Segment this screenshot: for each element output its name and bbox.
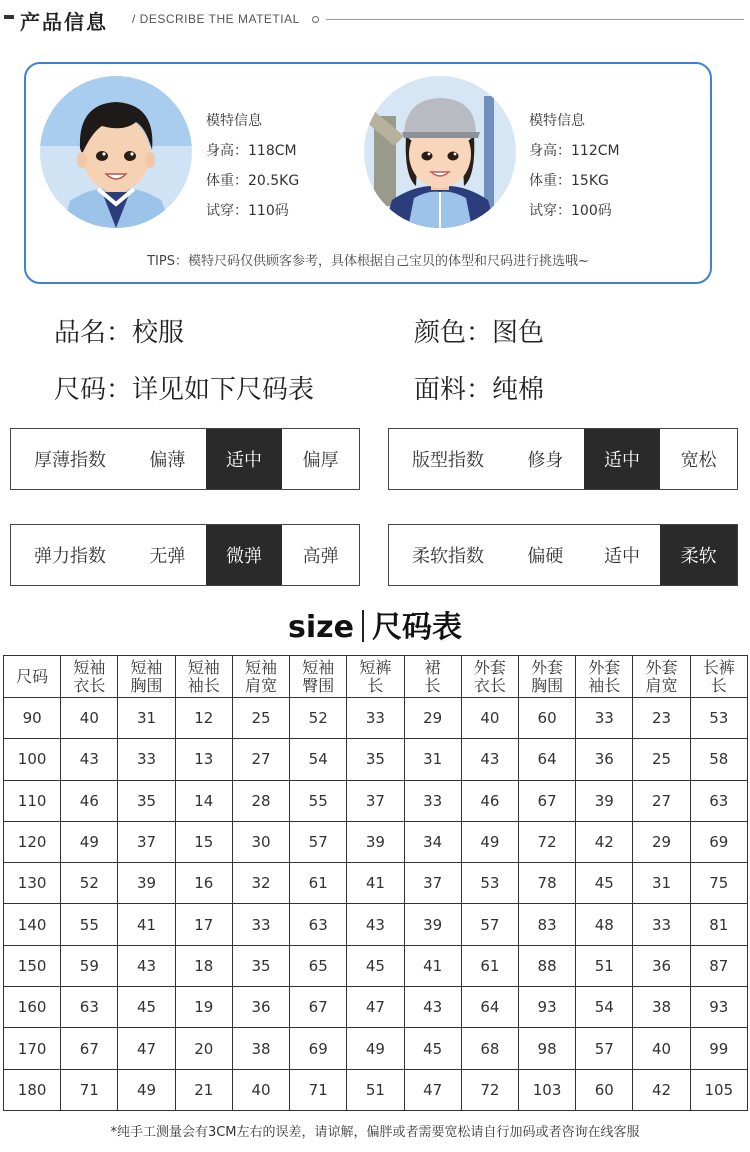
table-row [4, 821, 748, 862]
header-line: 裙 [424, 657, 441, 677]
header-line: 外套 [473, 657, 506, 677]
product-fabric: 面料：纯棉 [414, 375, 545, 405]
table-header-cell [633, 656, 690, 698]
model-height: 身高：112CM [529, 143, 620, 159]
measurement-cell: 59 [61, 945, 118, 986]
measurement-cell: 15 [175, 821, 232, 862]
measurement-cell: 47 [118, 1028, 175, 1069]
measurement-cell: 53 [461, 863, 518, 904]
measurement-cell: 63 [61, 987, 118, 1028]
measurement-cell: 33 [118, 739, 175, 780]
header-line: 衣长 [473, 675, 506, 695]
header-line: 短袖 [187, 657, 220, 677]
table-row [4, 904, 748, 945]
model-photo-boy [40, 76, 192, 228]
measurement-cell: 71 [61, 1069, 118, 1110]
table-header-cell [404, 656, 461, 698]
measurement-cell: 41 [347, 863, 404, 904]
measurement-cell: 45 [576, 863, 633, 904]
measurement-cell: 23 [633, 698, 690, 739]
measurement-cell: 67 [290, 987, 347, 1028]
measurement-cell: 27 [633, 780, 690, 821]
size-cell: 160 [4, 987, 61, 1028]
measurement-cell: 36 [232, 987, 289, 1028]
header-line: 外套 [645, 657, 678, 677]
header-line: 外套 [531, 657, 564, 677]
header-line: 短袖 [244, 657, 277, 677]
measurement-cell: 64 [518, 739, 575, 780]
measurement-cell: 68 [461, 1028, 518, 1069]
measurement-cell: 31 [404, 739, 461, 780]
measurement-cell: 20 [175, 1028, 232, 1069]
table-header-cell [461, 656, 518, 698]
section-header [0, 6, 750, 36]
measurement-cell: 64 [461, 987, 518, 1028]
index-option: 偏硬 [527, 546, 564, 567]
product-color: 颜色：图色 [414, 318, 545, 348]
measurement-cell: 37 [347, 780, 404, 821]
table-header-cell [4, 656, 61, 698]
header-line: 外套 [588, 657, 621, 677]
measurement-cell: 39 [347, 821, 404, 862]
measurement-cell: 39 [576, 780, 633, 821]
model-tryon-size: 试穿：100码 [529, 203, 612, 219]
measurement-cell: 78 [518, 863, 575, 904]
measurement-cell: 49 [61, 821, 118, 862]
table-row [4, 987, 748, 1028]
measurement-cell: 43 [404, 987, 461, 1028]
model-height: 身高：118CM [206, 143, 297, 159]
table-header-cell [690, 656, 747, 698]
measurement-cell: 88 [518, 945, 575, 986]
table-header-cell [347, 656, 404, 698]
elasticity-index [10, 524, 360, 586]
header-line: 长 [367, 675, 384, 695]
header-line: 尺码 [16, 666, 49, 686]
table-header-cell [290, 656, 347, 698]
measurement-cell: 65 [290, 945, 347, 986]
table-row [4, 739, 748, 780]
header-line: 短袖 [302, 657, 335, 677]
size-cell: 130 [4, 863, 61, 904]
fit-index [388, 428, 738, 490]
measurement-cell: 93 [690, 987, 747, 1028]
measurement-cell: 72 [518, 821, 575, 862]
index-option: 无弹 [149, 546, 186, 567]
measurement-cell: 40 [61, 698, 118, 739]
measurement-cell: 49 [347, 1028, 404, 1069]
index-option: 微弹 [206, 525, 283, 585]
measurement-cell: 46 [461, 780, 518, 821]
model-tryon-size: 试穿：110码 [206, 203, 289, 219]
measurement-cell: 39 [404, 904, 461, 945]
measurement-cell: 69 [690, 821, 747, 862]
measurement-cell: 75 [690, 863, 747, 904]
measurement-cell: 69 [290, 1028, 347, 1069]
measurement-cell: 57 [290, 821, 347, 862]
measurement-cell: 35 [118, 780, 175, 821]
header-line: 臀围 [302, 675, 335, 695]
measurement-cell: 53 [690, 698, 747, 739]
measurement-cell: 33 [232, 904, 289, 945]
measurement-cell: 13 [175, 739, 232, 780]
measurement-cell: 98 [518, 1028, 575, 1069]
table-header-row [4, 656, 748, 698]
measurement-cell: 16 [175, 863, 232, 904]
measurement-cell: 54 [290, 739, 347, 780]
measurement-cell: 33 [347, 698, 404, 739]
index-option: 偏薄 [149, 450, 186, 471]
table-row [4, 1069, 748, 1110]
measurement-cell: 42 [633, 1069, 690, 1110]
measurement-cell: 58 [690, 739, 747, 780]
measurement-cell: 99 [690, 1028, 747, 1069]
measurement-cell: 41 [404, 945, 461, 986]
model-info-heading: 模特信息 [206, 113, 262, 129]
measurement-cell: 40 [633, 1028, 690, 1069]
measurement-cell: 37 [404, 863, 461, 904]
measurement-cell: 36 [633, 945, 690, 986]
table-header-cell [518, 656, 575, 698]
table-row [4, 1028, 748, 1069]
measurement-cell: 40 [461, 698, 518, 739]
measurement-cell: 34 [404, 821, 461, 862]
measurement-cell: 42 [576, 821, 633, 862]
header-line: 胸围 [130, 675, 163, 695]
size-cell: 100 [4, 739, 61, 780]
header-line: 长 [710, 675, 727, 695]
model-info-1 [206, 106, 299, 226]
measurement-cell: 61 [290, 863, 347, 904]
measurement-cell: 31 [118, 698, 175, 739]
measurement-cell: 38 [232, 1028, 289, 1069]
measurement-cell: 81 [690, 904, 747, 945]
measurement-cell: 54 [576, 987, 633, 1028]
size-cell: 110 [4, 780, 61, 821]
measurement-cell: 47 [404, 1069, 461, 1110]
section-subtitle: / DESCRIBE THE MATETIAL [132, 12, 300, 26]
header-line: 肩宽 [645, 675, 678, 695]
measurement-cell: 32 [232, 863, 289, 904]
header-line: 肩宽 [244, 675, 277, 695]
measurement-cell: 30 [232, 821, 289, 862]
measurement-cell: 57 [461, 904, 518, 945]
measurement-cell: 45 [404, 1028, 461, 1069]
measurement-cell: 35 [232, 945, 289, 986]
measurement-cell: 49 [118, 1069, 175, 1110]
index-label: 柔软指数 [412, 546, 484, 567]
model-info-heading: 模特信息 [529, 113, 585, 129]
measurement-cell: 48 [576, 904, 633, 945]
measurement-cell: 93 [518, 987, 575, 1028]
measurement-cell: 57 [576, 1028, 633, 1069]
table-row [4, 863, 748, 904]
measurement-cell: 51 [347, 1069, 404, 1110]
table-row [4, 698, 748, 739]
model-photo-girl [364, 76, 516, 228]
measurement-cell: 45 [347, 945, 404, 986]
measurement-cell: 18 [175, 945, 232, 986]
size-chart-title [0, 602, 750, 646]
index-option: 高弹 [302, 546, 339, 567]
size-cell: 170 [4, 1028, 61, 1069]
measurement-cell: 45 [118, 987, 175, 1028]
measurement-cell: 21 [175, 1069, 232, 1110]
measurement-cell: 72 [461, 1069, 518, 1110]
measurement-cell: 47 [347, 987, 404, 1028]
index-label: 厚薄指数 [34, 450, 106, 471]
measurement-cell: 35 [347, 739, 404, 780]
index-option: 宽松 [680, 450, 717, 471]
measurement-cell: 55 [61, 904, 118, 945]
size-cell: 180 [4, 1069, 61, 1110]
model-weight: 体重：20.5KG [206, 173, 300, 189]
measurement-cell: 41 [118, 904, 175, 945]
measurement-cell: 63 [690, 780, 747, 821]
model-info-box [24, 62, 712, 284]
index-label: 弹力指数 [34, 546, 106, 567]
measurement-cell: 43 [347, 904, 404, 945]
measurement-cell: 31 [633, 863, 690, 904]
index-option: 适中 [584, 429, 661, 489]
product-name: 品名：校服 [54, 318, 185, 348]
size-cell: 150 [4, 945, 61, 986]
measurement-cell: 29 [633, 821, 690, 862]
measurement-cell: 55 [290, 780, 347, 821]
header-line: 短袖 [73, 657, 106, 677]
measurement-cell: 83 [518, 904, 575, 945]
measurement-cell: 33 [404, 780, 461, 821]
header-line: 长裤 [702, 657, 735, 677]
table-header-cell [118, 656, 175, 698]
product-size: 尺码：详见如下尺码表 [54, 375, 315, 405]
measurement-cell: 87 [690, 945, 747, 986]
measurement-cell: 51 [576, 945, 633, 986]
table-row [4, 945, 748, 986]
size-cell: 120 [4, 821, 61, 862]
measurement-cell: 52 [61, 863, 118, 904]
size-title-cn: 尺码表 [371, 610, 462, 645]
index-option: 修身 [527, 450, 564, 471]
measurement-cell: 39 [118, 863, 175, 904]
measurement-cell: 28 [232, 780, 289, 821]
index-option: 适中 [604, 546, 640, 567]
table-header-cell [61, 656, 118, 698]
measurement-cell: 29 [404, 698, 461, 739]
softness-index [388, 524, 738, 586]
measurement-cell: 43 [461, 739, 518, 780]
header-divider [326, 19, 744, 20]
table-header-cell [232, 656, 289, 698]
measurement-cell: 37 [118, 821, 175, 862]
table-row [4, 780, 748, 821]
measurement-cell: 46 [61, 780, 118, 821]
header-dash-mark [4, 15, 14, 19]
measurement-cell: 60 [576, 1069, 633, 1110]
header-line: 胸围 [531, 675, 564, 695]
measurement-cell: 40 [232, 1069, 289, 1110]
index-option: 柔软 [660, 525, 737, 585]
measurement-cell: 61 [461, 945, 518, 986]
header-line: 衣长 [73, 675, 106, 695]
measurement-cell: 25 [232, 698, 289, 739]
measurement-cell: 71 [290, 1069, 347, 1110]
measurement-cell: 25 [633, 739, 690, 780]
measurement-cell: 38 [633, 987, 690, 1028]
measurement-cell: 105 [690, 1069, 747, 1110]
section-title: 产品信息 [20, 10, 108, 34]
measurement-cell: 12 [175, 698, 232, 739]
measurement-cell: 19 [175, 987, 232, 1028]
index-label: 版型指数 [412, 450, 484, 471]
measurement-cell: 27 [232, 739, 289, 780]
table-header-cell [175, 656, 232, 698]
measurement-cell: 49 [461, 821, 518, 862]
measurement-footnote: *纯手工测量会有3CM左右的误差，请谅解，偏胖或者需要宽松请自行加码或者咨询在线客服 [110, 1125, 640, 1140]
table-header-cell [576, 656, 633, 698]
header-line: 长 [424, 675, 441, 695]
index-option: 偏厚 [302, 450, 339, 471]
measurement-cell: 33 [633, 904, 690, 945]
measurement-cell: 63 [290, 904, 347, 945]
header-line: 短裤 [359, 657, 392, 677]
header-line: 袖长 [588, 675, 621, 695]
measurement-cell: 67 [518, 780, 575, 821]
size-cell: 90 [4, 698, 61, 739]
header-line: 短袖 [130, 657, 163, 677]
size-table [3, 655, 748, 1111]
title-divider [362, 610, 364, 642]
model-info-2 [529, 106, 620, 226]
header-circle-icon [312, 16, 319, 23]
measurement-cell: 67 [61, 1028, 118, 1069]
size-title-en: size [288, 610, 354, 645]
tips-text: TIPS：模特尺码仅供顾客参考，具体根据自己宝贝的体型和尺码进行挑选哦~ [147, 254, 589, 269]
thickness-index [10, 428, 360, 490]
measurement-cell: 14 [175, 780, 232, 821]
measurement-cell: 103 [518, 1069, 575, 1110]
size-cell: 140 [4, 904, 61, 945]
measurement-cell: 43 [118, 945, 175, 986]
measurement-cell: 33 [576, 698, 633, 739]
measurement-cell: 36 [576, 739, 633, 780]
measurement-cell: 43 [61, 739, 118, 780]
measurement-cell: 17 [175, 904, 232, 945]
header-line: 袖长 [187, 675, 220, 695]
index-option: 适中 [206, 429, 283, 489]
model-weight: 体重：15KG [529, 173, 609, 189]
measurement-cell: 60 [518, 698, 575, 739]
measurement-cell: 52 [290, 698, 347, 739]
